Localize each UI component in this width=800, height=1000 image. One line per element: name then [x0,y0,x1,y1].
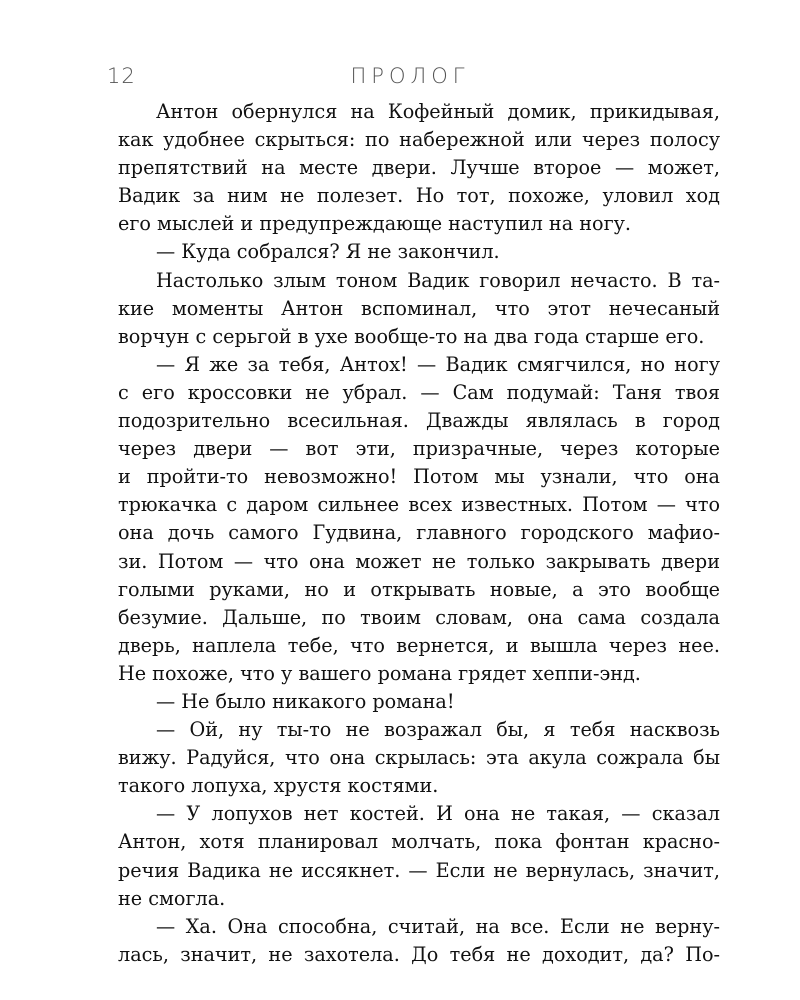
text-line: — Не было никакого романа! [156,689,455,713]
text-line: вижу. Радуйся, что она скрылась: эта акула сожрала бы [118,746,720,770]
text-line: дверь, наплела тебе, что вернется, и вышла через нее. [118,633,720,657]
text-line: — Ой, ну ты-то не возражал бы, я тебя насквозь [156,718,720,742]
text-line: с его кроссовки не убрал. — Сам подумай: Таня твоя [118,380,720,404]
text-line: голыми руками, но и открывать новые, а это вообще [118,577,720,601]
text-line: — У лопухов нет костей. И она не такая, — сказал [156,802,720,826]
text-line: Не похоже, что у вашего романа грядет хеппи-энд. [118,661,641,685]
text-line: — Я же за тебя, Антох! — Вадик смягчился, но ногу [156,352,720,376]
text-line: лась, значит, не захотела. До тебя не доходит, да? По- [118,942,720,966]
text-line: кие моменты Антон вспоминал, что этот нечесаный [118,296,720,320]
text-line: подозрительно всесильная. Дважды являлась в город [118,409,720,433]
text-line: Антон обернулся на Кофейный домик, прикидывая, [156,100,720,123]
text-line: его мыслей и предупреждающе наступил на ногу. [118,212,632,236]
text-line: — Ха. Она способна, считай, на все. Если не верну- [156,914,720,938]
text-line: зи. Потом — что она может не только закрывать двери [118,549,720,573]
text-line: и пройти-то невозможно! Потом мы узнали, что она [118,465,720,489]
text-line: препятствий на месте двери. Лучше второе — может, [118,156,720,180]
text-line: такого лопуха, хрустя костями. [118,774,439,798]
text-line: через двери — вот эти, призрачные, через которые [118,437,720,461]
chapter-running-head: ПРОЛОГ [350,64,470,88]
page-header [0,62,800,92]
text-line: речия Вадика не иссякнет. — Если не вернулась, значит, [118,858,720,882]
text-line: — Куда собрался? Я не закончил. [156,240,500,264]
page-number: 12 [107,64,136,88]
text-line: ворчун с серьгой в ухе вообще-то на два года старше его. [118,324,705,348]
text-line: Вадик за ним не полезет. Но тот, похоже, уловил ход [118,184,720,208]
text-line: безумие. Дальше, по твоим словам, она сама создала [118,605,720,629]
text-line: Настолько злым тоном Вадик говорил нечасто. В та- [156,268,720,292]
text-line: не смогла. [118,886,226,910]
text-line: как удобнее скрыться: по набережной или через полосу [118,128,720,152]
body-text [118,98,720,969]
text-line: трюкачка с даром сильнее всех известных. Потом — что [118,493,720,517]
text-line: она дочь самого Гудвина, главного городского мафио- [118,521,720,545]
text-line: Антон, хотя планировал молчать, пока фонтан красно- [118,830,720,854]
